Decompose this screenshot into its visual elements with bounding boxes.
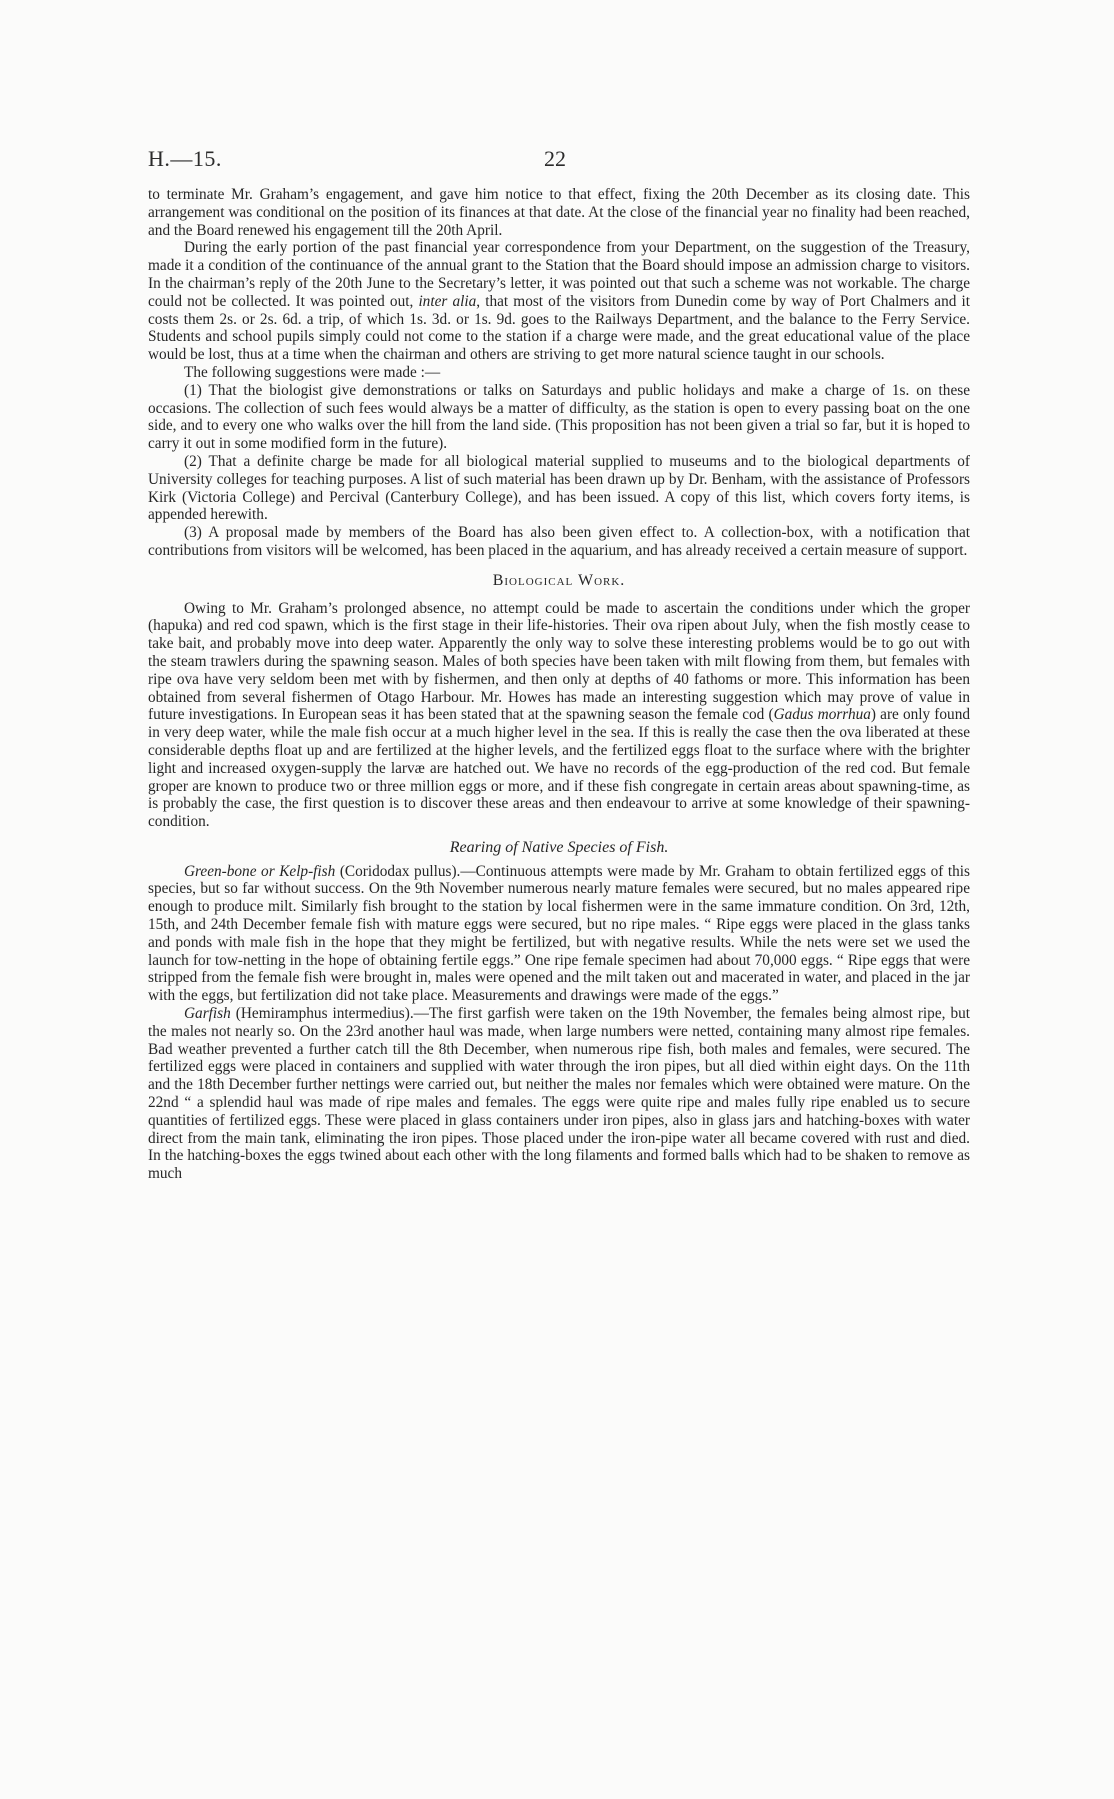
suggestion-item-2: (2) That a definite charge be made for all biological material supplied to museums and to the biological departments of University colleges for teaching purposes. A list of such material has been drawn up by Dr. Benham, with the assistance of Professors Kirk (Victoria College) and Percival (Canterbury College), and has been issued. A copy of this list, which covers forty items, is appended herewith.	[148, 452, 970, 524]
section-heading-biological-work: Biological Work.	[492, 571, 626, 589]
document-id: H.—15.	[148, 146, 222, 171]
paragraph-engagement: to terminate Mr. Graham’s engagement, and gave him notice to that effect, fixing the 20th December as its closing date. This arrangement was conditional on the position of its finances at that date. At the close of the financial year no finality had been reached, and the Board renewed his engagement till the 20th April.	[148, 186, 970, 239]
paragraph-spawning: Owing to Mr. Graham’s prolonged absence, no attempt could be made to ascertain the conditions under which the groper (hapuka) and red cod spawn, which is the first stage in their life-histories. Their ova ripen about July, when the fish mostly cease to take bait, and probably move into deep water. Apparently the only way to solve these interesting problems would be to go out with the steam trawlers during the spawning season. Males of both species have been taken with milt flowing from them, but females with ripe ova have very seldom been met with by fishermen, and then only at depths of 40 fathoms or more. This information has been obtained from several fishermen of Otago Harbour. Mr. Howes has made an interesting suggestion which may prove of value in future investigations. In European seas it has been stated that at the spawning season the female cod (Gadus morrhua) are only found in very deep water, while the male fish occur at a much higher level in the sea. If this is really the case then the ova liberated at these considerable depths float up and are fertilized at the higher levels, and the fertilized eggs float to the surface where with the brighter light and increased oxygen-supply the larvæ are hatched out. We have no records of the egg-production of the red cod. But female groper are known to produce two or three million eggs or more, and if these fish congregate in certain areas about spawning-time, as is probably the case, the first question is to discover these areas and then endeavour to arrive at some knowledge of their spawning-condition.	[148, 599, 970, 831]
document-body	[148, 186, 970, 1183]
suggestion-item-3: (3) A proposal made by members of the Board has also been given effect to. A collection-box, with a notification that contributions from visitors will be welcomed, has been placed in the aquarium, and has already received a certain measure of support.	[148, 524, 970, 559]
paragraph-garfish: Garfish (Hemiramphus intermedius).—The first garfish were taken on the 19th November, the females being almost ripe, but the males not nearly so. On the 23rd another haul was made, when large numbers were netted, containing many almost ripe females. Bad weather prevented a further catch till the 8th December, when numerous ripe fish, both males and females, were secured. The fertilized eggs were placed in containers and supplied with water through the iron pipes, but all died within eight days. On the 11th and the 18th December further nettings were carried out, but neither the males nor females which were obtained were mature. On the 22nd “ a splendid haul was made of ripe males and females. The eggs were quite ripe and males fully ripe enabled us to secure quantities of fertilized eggs. These were placed in glass containers under iron pipes, also in glass jars and hatching-boxes with water direct from the main tank, eliminating the iron pipes. Those placed under the iron-pipe water all became covered with rust and died. In the hatching-boxes the eggs twined about each other with the long filaments and formed balls which had to be shaken to remove as much	[148, 1005, 970, 1183]
paragraph-kelp-fish: Green-bone or Kelp-fish (Coridodax pullus).—Continuous attempts were made by Mr. Graham to obtain fertilized eggs of this species, but so far without success. On the 9th November numerous nearly mature females were secured, but no males appeared ripe enough to produce milt. Similarly fish brought to the station by local fishermen were in the same immature condition. On 3rd, 12th, 15th, and 24th December female fish with mature eggs were secured, but no ripe males. “ Ripe eggs were placed in the glass tanks and ponds with male fish in the hope that they might be fertilized, but with negative results. While the nets were set we used the launch for tow-netting in the hope of obtaining fertile eggs.” One ripe female specimen had about 70,000 eggs. “ Ripe eggs that were stripped from the female fish were brought in, males were opened and the milt taken out and macerated in water, and placed in the jar with the eggs, but fertilization did not take place. Measurements and drawings were made of the eggs.”	[148, 862, 970, 1005]
sub-heading-rearing: Rearing of Native Species of Fish.	[449, 838, 669, 856]
page-header	[148, 146, 978, 176]
paragraph-admission-charge: During the early portion of the past financial year correspondence from your Department, on the suggestion of the Treasury, made it a condition of the continuance of the annual grant to the Station that the Board should impose an admission charge to visitors. In the chairman’s reply of the 20th June to the Secretary’s letter, it was pointed out that such a scheme was not workable. The charge could not be collected. It was pointed out, inter alia, that most of the visitors from Dunedin come by way of Port Chalmers and it costs them 2s. or 2s. 6d. a trip, of which 1s. 3d. or 1s. 9d. goes to the Railways Department, and the balance to the Ferry Service. Students and school pupils simply could not come to the station if a charge were made, and the great educational value of the place would be lost, thus at a time when the chairman and others are striving to get more natural science taught in our schools.	[148, 239, 970, 364]
paragraph-suggestions-intro: The following suggestions were made :—	[184, 363, 441, 381]
page-number: 22	[544, 146, 566, 171]
suggestion-item-1: (1) That the biologist give demonstrations or talks on Saturdays and public holidays and make a charge of 1s. on these occasions. The collection of such fees would always be a matter of difficulty, as the station is open to every passing boat on the one side, and to every one who walks over the hill from the land side. (This proposition has not been given a trial so far, but it is hoped to carry it out in some modified form in the future).	[148, 381, 970, 453]
